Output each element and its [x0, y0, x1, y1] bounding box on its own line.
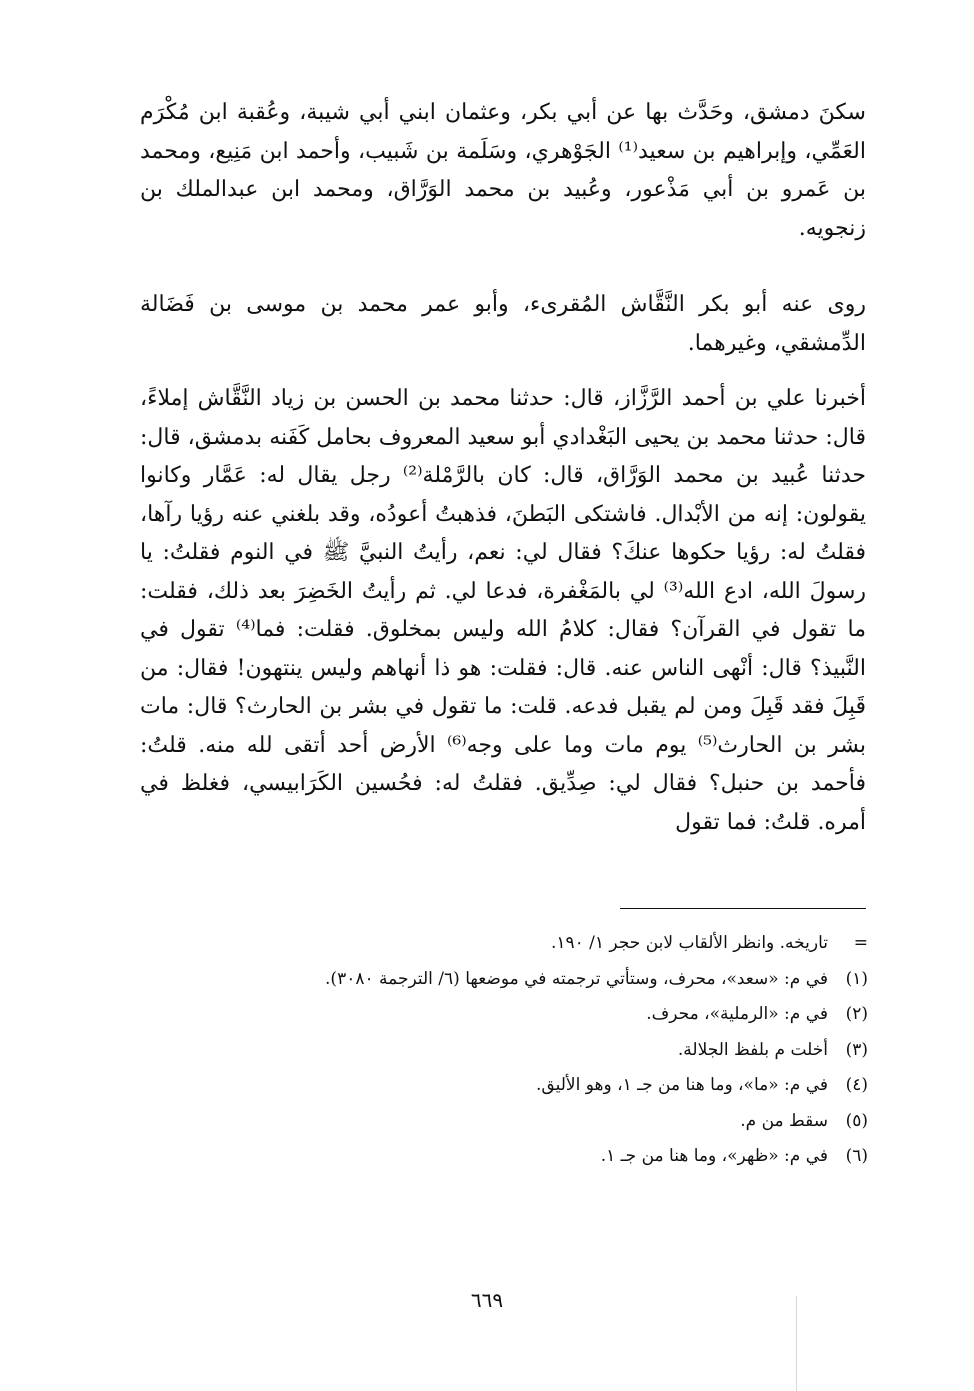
footnote-item	[140, 926, 868, 962]
footnote-text: سقط من م.	[740, 1110, 828, 1131]
footnote-mark: (٥)	[845, 1110, 868, 1131]
footnote-text: تاريخه. وانظر الألقاب لابن حجر ١/ ١٩٠.	[550, 933, 828, 953]
paragraph-narrators: روى عنه أبو بكر النَّقَّاش المُقرىء، وأبو عمر محمد بن موسى بن فَضَالة الدِّمشقي، وغيرهما.	[140, 292, 866, 356]
footnote-separator	[620, 908, 866, 909]
footnote-mark: =	[853, 933, 868, 953]
footnote-mark: (٢)	[845, 1004, 868, 1024]
footnote-mark: (٦)	[845, 1146, 868, 1166]
footnote-text: في م: «الرملية»، محرف.	[646, 1004, 828, 1024]
paragraph-narration: أخبرنا علي بن أحمد الرَّزَّاز، قال: حدثنا محمد بن الحسن بن زياد النَّقَّاش إملاءً، قال: حدثنا محمد بن يحيى البَغْدادي أبو سعيد المعروف بحامل كَفَنه بدمشق، قال: حدثنا عُبيد بن محمد الوَرَّاق، قال: كان بالرَّمْلة⁽²⁾ رجل يقال له: عَمَّار وكانوا يقولون: إنه من الأبْدال. فاشتكى البَطنَ، فذهبتُ أعودُه، وقد بلغني عنه رؤيا رآها، فقلتُ له: رؤيا حكوها عنكَ؟ فقال لي: نعم، رأيتُ النبيَّ ﷺ في النوم فقلتُ: يا رسولَ الله، ادع الله⁽³⁾ لي بالمَغْفرة، فدعا لي. ثم رأيتُ الخَضِرَ بعد ذلك، فقلت: ما تقول في القرآن؟ فقال: كلامُ الله وليس بمخلوق. فقلت: فما⁽⁴⁾ تقول في النَّبيذ؟ قال: أنْهى الناس عنه. قال: فقلت: هو ذا أنهاهم وليس ينتهون! فقال: من قَبِلَ فقد قَبِلَ ومن لم يقبل فدعه. قلت: ما تقول في بشر بن الحارث؟ قال: مات بشر بن الحارث⁽⁵⁾ يوم مات وما على وجه⁽⁶⁾ الأرض أحد أتقى لله منه. قلتُ: فأحمد بن حنبل؟ فقال لي: صِدِّيق. فقلتُ له: فحُسين الكَرَابيسي، فغلظ في أمره. قلتُ: فما تقول	[140, 386, 866, 835]
scan-edge-line	[796, 1296, 797, 1391]
footnote-item	[140, 1139, 868, 1175]
footnote-item	[140, 962, 868, 998]
footnote-item	[140, 1068, 868, 1104]
footnote-text: في م: «سعد»، محرف، وستأتي ترجمته في موضعها (٦/ الترجمة ٣٠٨٠).	[325, 968, 828, 989]
footnotes-list	[140, 926, 868, 1175]
paragraph-biography: سكنَ دمشق، وحَدَّث بها عن أبي بكر، وعثمان ابني أبي شيبة، وعُقبة ابن مُكْرَم العَمِّي، وإبراهيم بن سعيد⁽¹⁾ الجَوْهري، وسَلَمة بن شَبيب، وأحمد ابن مَنِيع، ومحمد بن عَمرو بن أبي مَذْعور، وعُبيد بن محمد الوَرَّاق، ومحمد ابن عبدالملك بن زنجويه.	[140, 100, 866, 241]
footnote-item	[140, 1104, 868, 1140]
footnote-mark: (١)	[845, 968, 868, 989]
footnote-text: في م: «ما»، وما هنا من جـ ١، وهو الأليق.	[536, 1075, 828, 1095]
footnote-text: في م: «ظهر»، وما هنا من جـ ١.	[600, 1146, 828, 1166]
footnote-mark: (٤)	[845, 1075, 868, 1095]
footnote-item	[140, 1033, 868, 1069]
page-number: ٦٦٩	[470, 1288, 504, 1312]
footnote-text: أخلت م بلفظ الجلالة.	[677, 1039, 828, 1060]
footnote-mark: (٣)	[845, 1039, 868, 1060]
footnote-item	[140, 997, 868, 1033]
